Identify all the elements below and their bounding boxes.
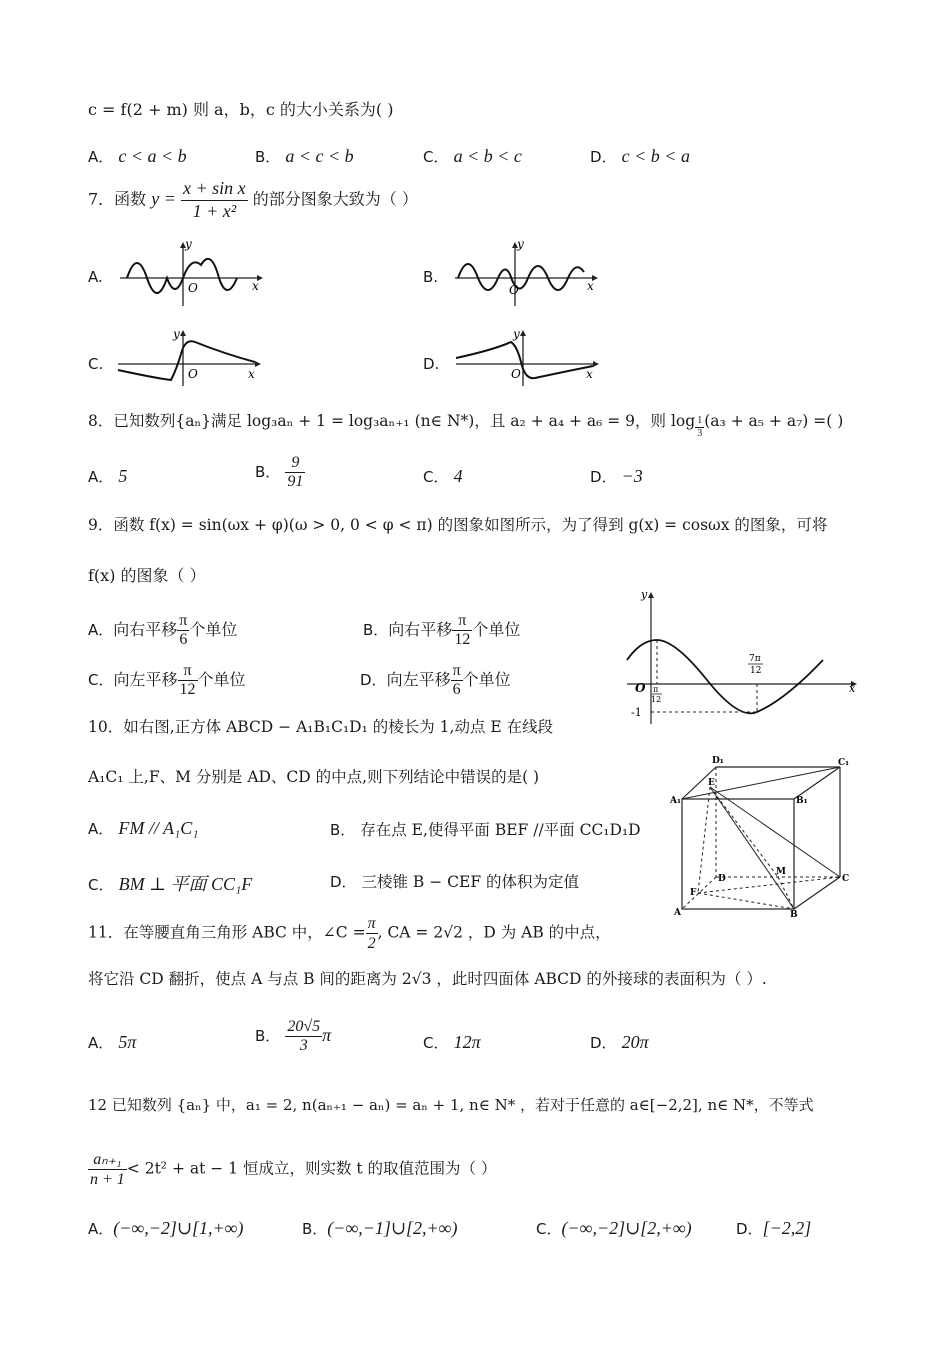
q10-option-a: A． FM // A₁C₁ (88, 818, 199, 838)
q9g-origin: O (635, 681, 646, 695)
q11-stem-line2: 将它沿 CD 翻折，使点 A 与点 B 间的距离为 2√3 ，此时四面体 ABCD 的外接球的表面积为（ ）. (88, 970, 767, 988)
q9-option-d: D．向左平移 $\frac{\pi}{6}$ 个单位 (360, 662, 511, 698)
q7d-y-label: y (513, 327, 520, 341)
q11-option-b: B． $\frac{20√5}{3}$ π (255, 1018, 332, 1054)
q6-stem-tail: c = f(2 + m) 则 a，b，c 的大小关系为( ) (88, 100, 394, 119)
q10-stem-line1: 10．如右图,正方体 ABCD − A₁B₁C₁D₁ 的棱长为 1,动点 E 在线段 (88, 718, 554, 736)
q8-log-base: $\frac{1}{3}$ (697, 415, 703, 439)
q7a-origin: O (188, 281, 198, 295)
cube-c1: C₁ (838, 758, 850, 768)
q12-option-c: C．(−∞,−2]∪[2,+∞) (536, 1218, 692, 1238)
q12-option-b: B．(−∞,−1]∪[2,+∞) (302, 1218, 458, 1238)
q7b-x-label: x (587, 279, 594, 293)
q8-stem: 8．已知数列{aₙ}满足 log₃aₙ + 1 = log₃aₙ₊₁ (n∈ N*)，且 a₂ + a₄ + a₆ = 9，则 log $\frac{1}{3}$ (a₃ + a₅ + a₇) =( ) (88, 412, 844, 439)
cube-b: B (790, 910, 798, 920)
q6-option-d: D． c < b < a (590, 146, 690, 166)
q8-option-d: D． −3 (590, 466, 643, 486)
q6-option-c: C． a < b < c (423, 146, 522, 166)
q7d-origin: O (511, 367, 521, 381)
q7-graph-c-label: C. (88, 355, 104, 373)
q7c-y-label: y (173, 327, 180, 341)
cube-m: M (776, 867, 786, 877)
q12-stem-line2: $\frac{\text{aₙ₊₁}}{n + 1}$ < 2t² + at − 1 恒成立，则实数 t 的取值范围为（ ） (90, 1151, 497, 1189)
q9g-y: y (641, 588, 648, 601)
cube-f: F (690, 888, 697, 898)
q9g-t1-num: π (653, 685, 659, 694)
q10-option-b: B． 存在点 E,使得平面 BEF //平面 CC₁D₁D (330, 821, 641, 839)
q11-option-d: D． 20π (590, 1032, 649, 1052)
q6-option-b: B． a < c < b (255, 146, 354, 166)
q10-stem-line2: A₁C₁ 上,F、M 分别是 AD、CD 的中点,则下列结论中错误的是( ) (88, 768, 540, 786)
q10-option-d: D． 三棱锥 B − CEF 的体积为定值 (330, 873, 580, 891)
q12-stem-line1: 12 已知数列 {aₙ} 中，a₁ = 2, n(aₙ₊₁ − aₙ) = aₙ + 1, n∈ N* ，若对于任意的 a∈[−2,2], n∈ N*，不等式 (88, 1096, 814, 1114)
cube-d1: D₁ (712, 756, 724, 766)
cube-e: E (708, 778, 715, 788)
q7c-origin: O (188, 367, 198, 381)
q12-fraction: $\frac{\text{aₙ₊₁}}{n + 1}$ (90, 1151, 125, 1189)
q8-option-c: C． 4 (423, 466, 463, 486)
q9g-t2-den: 12 (750, 666, 762, 676)
q7-graph-b-label: B. (423, 268, 439, 286)
q12-option-a: A．(−∞,−2]∪[1,+∞) (88, 1218, 244, 1238)
q7-graph-c (115, 328, 265, 388)
q12-option-d: D．[−2,2] (736, 1218, 812, 1238)
q7-graph-d (453, 328, 603, 388)
q9g-t2-num: 7π (749, 654, 761, 664)
q9-option-a: A．向右平移 $\frac{\pi}{6}$ 个单位 (88, 612, 238, 648)
q7d-x-label: x (586, 367, 593, 381)
q9-stem-line1: 9．函数 f(x) = sin(ωx + φ)(ω > 0, 0 < φ < π) 的图象如图所示，为了得到 g(x) = cosωx 的图象，可将 (88, 516, 828, 534)
q11-stem-line1: 11．在等腰直角三角形 ABC 中，∠C = $\frac{\pi}{2}$ , CA = 2√2 ，D 为 AB 的中点， (88, 915, 611, 953)
q9-option-c: C．向左平移 $\frac{\pi}{12}$ 个单位 (88, 662, 246, 698)
q9-sine-graph (615, 588, 860, 728)
cube-b1: B₁ (796, 796, 808, 806)
cube-a1: A₁ (670, 796, 681, 806)
q7b-y-label: y (517, 237, 524, 251)
q9g-neg1: -1 (631, 706, 642, 719)
q7-function-fraction: $\frac{\text{x + sin x}}{\text{1 + x²}}$ (183, 178, 246, 221)
cube-a: A (674, 908, 681, 918)
q11-option-c: C． 12π (423, 1032, 481, 1052)
q10-cube-diagram (668, 755, 853, 920)
q9g-t1-den: 12 (651, 695, 662, 704)
q7a-x-label: x (252, 279, 259, 293)
q8-option-a: A． 5 (88, 466, 128, 486)
q7a-y-label: y (185, 237, 192, 251)
q8-option-b: B． $\frac{9}{91}$ (255, 454, 304, 490)
q10-option-c: C． BM ⊥ 平面 CC₁F (88, 874, 253, 894)
q9g-x: x (849, 682, 856, 695)
q7-graph-a (115, 237, 265, 310)
cube-d: D (718, 874, 726, 884)
cube-c: C (842, 874, 850, 884)
q7-stem: 7．函数 y = $\frac{\text{x + sin x}}{\text{1 + x²}}$ 的部分图象大致为（ ） (88, 178, 418, 221)
q11-option-a: A． 5π (88, 1032, 137, 1052)
q7c-x-label: x (248, 367, 255, 381)
q7b-origin: O (509, 283, 519, 297)
q6-option-a: A． c < a < b (88, 146, 187, 166)
q9-option-b: B．向右平移 $\frac{\pi}{12}$ 个单位 (363, 612, 521, 648)
q9-stem-line2: f(x) 的图象（ ） (88, 566, 206, 585)
q7-graph-a-label: A. (88, 268, 103, 286)
q7-graph-b (450, 237, 600, 310)
q7-graph-d-label: D. (423, 355, 440, 373)
